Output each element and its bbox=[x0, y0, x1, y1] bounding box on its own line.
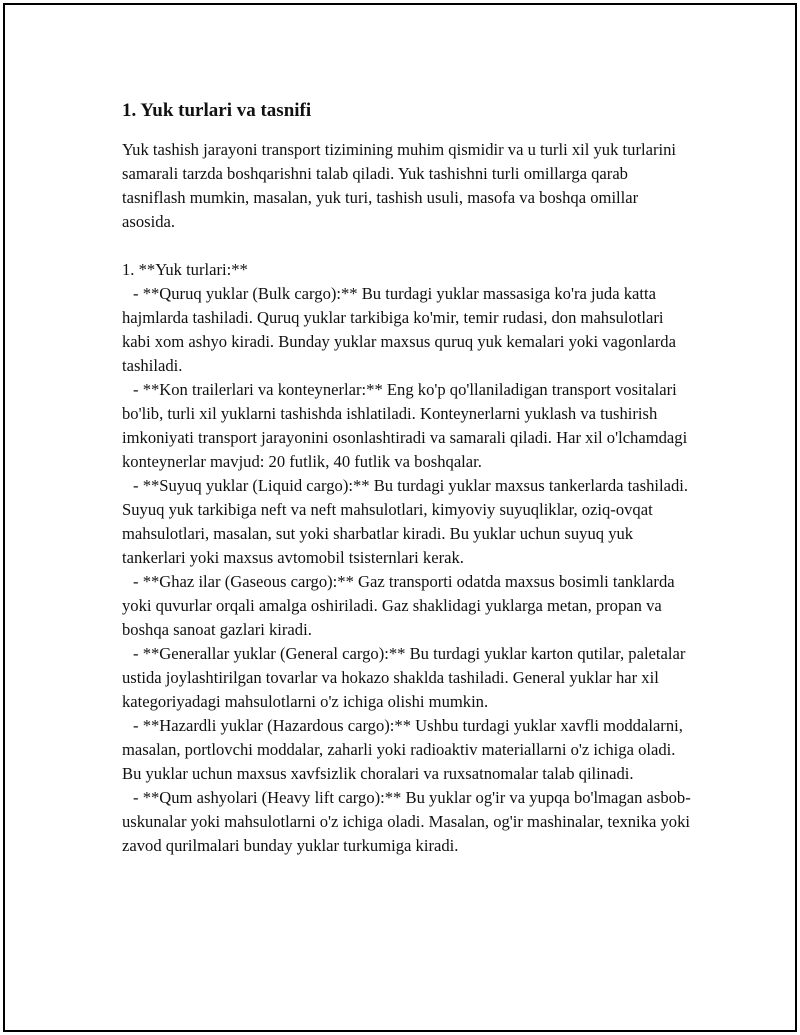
list-title: 1. **Yuk turlari:** bbox=[122, 260, 248, 279]
list-item bbox=[122, 474, 692, 570]
cargo-type-list bbox=[122, 282, 692, 858]
intro-paragraph: Yuk tashish jarayoni transport tizimining muhim qismidir va u turli xil yuk turlarini samarali tarzda boshqarishni talab qiladi. Yuk tashishni turli omillarga qarab tasniflash mumkin, masalan, yuk turi, tashish usuli, masofa va boshqa omillar asosida. bbox=[122, 140, 676, 231]
page-frame bbox=[3, 3, 797, 1032]
list-item bbox=[122, 714, 692, 786]
list-item-text: - **Suyuq yuklar (Liquid cargo):** Bu turdagi yuklar maxsus tankerlarda tashiladi. Suyuq yuk tarkibiga neft va neft mahsulotlari, kimyoviy suyuqliklar, oziq-ovqat mahsulotlari, masalan, sut yoki sharbatlar kiradi. Bu yuklar uchun suyuq yuk tankerlari yoki maxsus avtomobil tsisternlari kerak. bbox=[122, 476, 688, 567]
list-item-text: - **Qum ashyolari (Heavy lift cargo):** Bu yuklar og'ir va yupqa bo'lmagan asbob-uskunalar yoki mahsulotlarni o'z ichiga oladi. Masalan, og'ir mashinalar, texnika yoki zavod qurilmalari bunday yuklar turkumiga kiradi. bbox=[122, 788, 691, 855]
list-item bbox=[122, 642, 692, 714]
list-item bbox=[122, 786, 692, 858]
section-heading: 1. Yuk turlari va tasnifi bbox=[122, 100, 312, 121]
list-item-text: - **Quruq yuklar (Bulk cargo):** Bu turdagi yuklar massasiga ko'ra juda katta hajmlarda tashiladi. Quruq yuklar tarkibiga ko'mir, temir rudasi, don mahsulotlari kabi xom ashyo kiradi. Bunday yuklar maxsus quruq yuk kemalari yoki vagonlarda tashiladi. bbox=[122, 284, 676, 375]
document-body bbox=[122, 97, 692, 858]
list-item bbox=[122, 378, 692, 474]
list-item-text: - **Ghaz ilar (Gaseous cargo):** Gaz transporti odatda maxsus bosimli tanklarda yoki quvurlar orqali amalga oshiriladi. Gaz shaklidagi yuklarga metan, propan va boshqa sanoat gazlari kiradi. bbox=[122, 572, 675, 639]
list-item-text: - **Hazardli yuklar (Hazardous cargo):** Ushbu turdagi yuklar xavfli moddalarni, masalan, portlovchi moddalar, zaharli yoki radioaktiv materiallarni o'z ichiga oladi. Bu yuklar uchun maxsus xavfsizlik choralari va ruxsatnomalar talab qilinadi. bbox=[122, 716, 683, 783]
list-item-text: - **Kon trailerlari va konteynerlar:** Eng ko'p qo'llaniladigan transport vositalari bo'lib, turli xil yuklarni tashishda ishlatiladi. Konteynerlarni yuklash va tushirish imkoniyati transport jarayonini osonlashtiradi va samarali qiladi. Har xil o'lchamdagi konteynerlar mavjud: 20 futlik, 40 futlik va boshqalar. bbox=[122, 380, 687, 471]
list-item bbox=[122, 570, 692, 642]
list-item-text: - **Generallar yuklar (General cargo):** Bu turdagi yuklar karton qutilar, paletalar ustida joylashtirilgan tovarlar va hokazo shaklda tashiladi. General yuklar har xil kategoriyadagi mahsulotlarni o'z ichiga olishi mumkin. bbox=[122, 644, 685, 711]
list-item bbox=[122, 282, 692, 378]
